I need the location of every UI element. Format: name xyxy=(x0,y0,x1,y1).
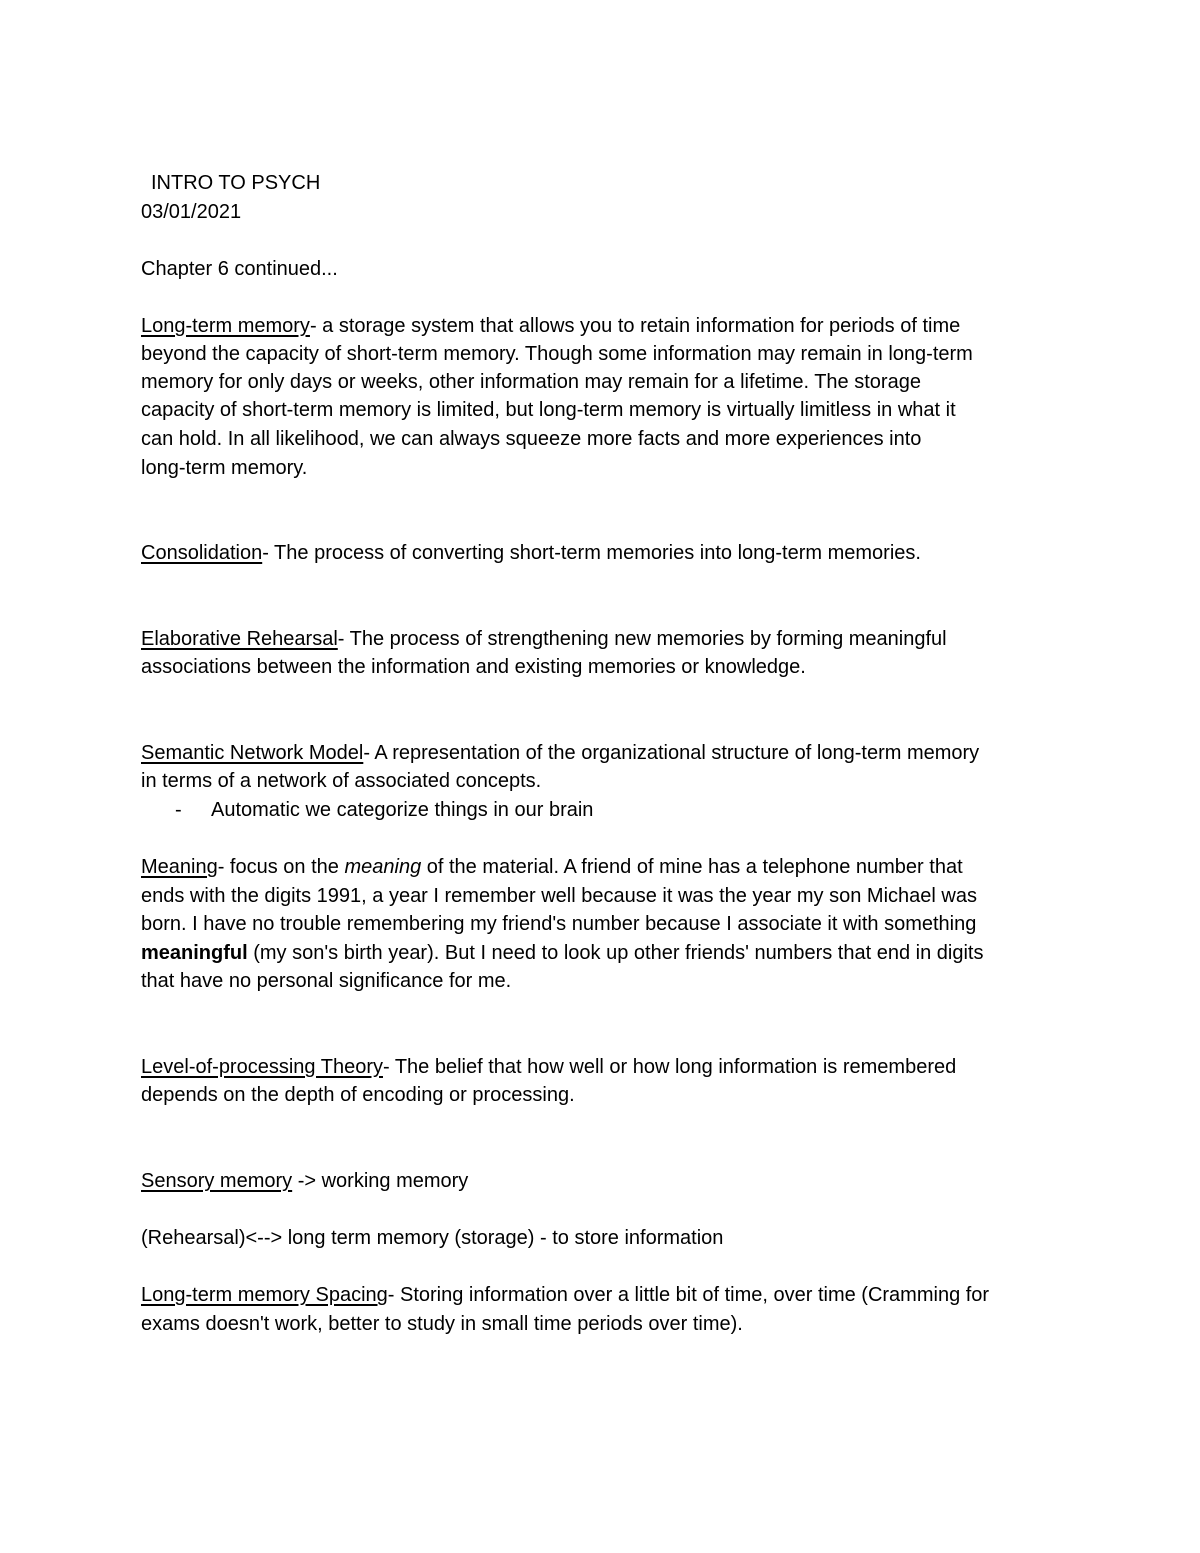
elaborative-term: Elaborative Rehearsal xyxy=(141,628,338,650)
lop-line-2: depends on the depth of encoding or processing. xyxy=(141,1084,575,1106)
chapter-note: Chapter 6 continued... xyxy=(141,258,338,280)
meaning-def-4: (my son's birth year). But I need to look up other friends' numbers that end in digits xyxy=(247,942,984,964)
spacing-term: Long-term memory Spacing xyxy=(141,1284,388,1306)
semantic-line-1 xyxy=(141,739,1081,768)
sensory-rest: -> working memory xyxy=(292,1170,469,1192)
ltm-line-5: can hold. In all likelihood, we can always squeeze more facts and more experiences into xyxy=(141,428,922,450)
ltm-line-4: capacity of short-term memory is limited, but long-term memory is virtually limitless in what it xyxy=(141,399,956,421)
bullet-item: Automatic we categorize things in our brain xyxy=(211,799,594,821)
ltm-line-1 xyxy=(141,312,1081,341)
rehearsal-line: (Rehearsal)<--> long term memory (storage) - to store information xyxy=(141,1227,724,1249)
semantic-line-2: in terms of a network of associated concepts. xyxy=(141,770,542,792)
bullet-dash: - xyxy=(175,799,182,821)
elaborative-def-1: - The process of strengthening new memories by forming meaningful xyxy=(337,628,947,650)
ltm-def-1: - a storage system that allows you to retain information for periods of time xyxy=(309,315,961,337)
sensory-term: Sensory memory xyxy=(141,1170,293,1192)
ltm-line-2: beyond the capacity of short-term memory. Though some information may remain in long-term xyxy=(141,343,973,365)
semantic-term: Semantic Network Model xyxy=(141,742,364,764)
meaning-term: Meaning xyxy=(141,856,218,878)
meaning-def-1a: - focus on the xyxy=(217,856,345,878)
ltm-line-6: long-term memory. xyxy=(141,457,308,479)
elaborative-line-2: associations between the information and existing memories or knowledge. xyxy=(141,656,806,678)
ltm-term: Long-term memory xyxy=(141,315,310,337)
meaning-line-3: born. I have no trouble remembering my friend's number because I associate it with something xyxy=(141,913,977,935)
course-title: INTRO TO PSYCH xyxy=(151,172,321,194)
spacing-line-1 xyxy=(141,1281,1081,1310)
meaning-italic: meaning xyxy=(344,856,422,878)
date-line: 03/01/2021 xyxy=(141,201,242,223)
meaning-bold: meaningful xyxy=(141,942,248,964)
spacing-line-2: exams doesn't work, better to study in small time periods over time). xyxy=(141,1313,743,1335)
consolidation-def: - The process of converting short-term memories into long-term memories. xyxy=(262,542,921,564)
consolidation-line xyxy=(141,539,1081,568)
lop-term: Level-of-processing Theory xyxy=(141,1056,383,1078)
spacing-def-1: - Storing information over a little bit of time, over time (Cramming for xyxy=(387,1284,990,1306)
ltm-line-3: memory for only days or weeks, other information may remain for a lifetime. The storage xyxy=(141,371,921,393)
meaning-line-4 xyxy=(141,939,1081,968)
lop-def-1: - The belief that how well or how long information is remembered xyxy=(382,1056,957,1078)
lop-line-1 xyxy=(141,1053,1081,1082)
consolidation-term: Consolidation xyxy=(141,542,263,564)
sensory-line xyxy=(141,1167,1081,1196)
elaborative-line-1 xyxy=(141,625,1081,654)
meaning-def-1b: of the material. A friend of mine has a telephone number that xyxy=(421,856,963,878)
meaning-line-1 xyxy=(141,853,1081,882)
meaning-line-2: ends with the digits 1991, a year I remember well because it was the year my son Michael was xyxy=(141,885,977,907)
semantic-def-1: - A representation of the organizational structure of long-term memory xyxy=(363,742,980,764)
meaning-line-5: that have no personal significance for me. xyxy=(141,970,512,992)
